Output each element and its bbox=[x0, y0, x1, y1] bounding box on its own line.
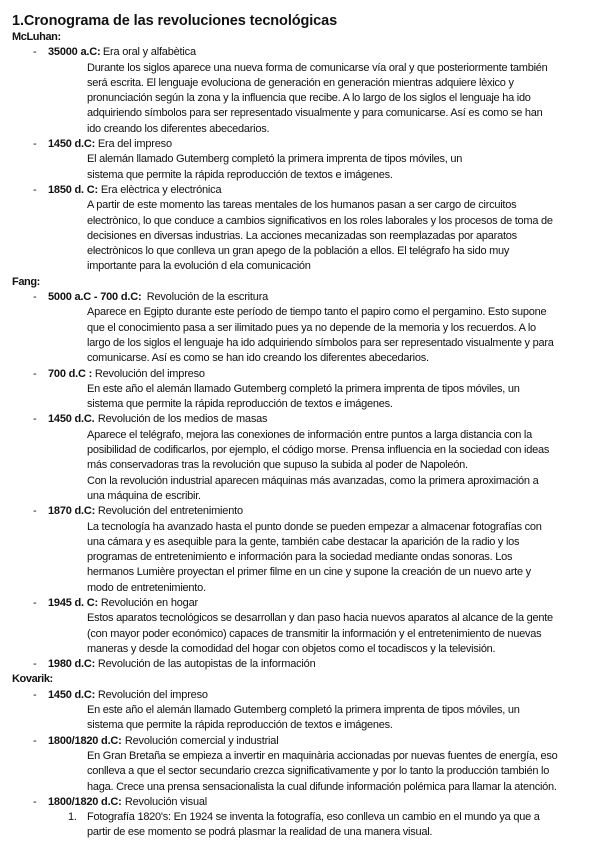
entry-date: 1800/1820 d.C: bbox=[48, 795, 122, 808]
entry-body-line: Aparece el telégrafo, mejora las conexiones de información entre puntos a larga distancia con la bbox=[87, 428, 532, 441]
entry-body-line: pronunciación según la zona y la influencia que recibe. A lo largo de los siglos el lenguaje ha ido bbox=[87, 92, 531, 105]
entry-date: 1980 d.C: bbox=[48, 658, 96, 671]
bullet-dash: - bbox=[33, 138, 37, 151]
bullet-dash: - bbox=[33, 688, 37, 701]
author-heading: McLuhan: bbox=[12, 31, 61, 43]
entry-title: Revolución comercial y industrial bbox=[122, 734, 279, 747]
entry-body-line: A partir de este momento las tareas mentales de los humanos pasan a ser cargo de circuitos bbox=[87, 199, 517, 212]
timeline-entry-heading bbox=[0, 657, 600, 672]
entry-date: 1450 d.C: bbox=[48, 688, 96, 701]
entry-date: 1850 d. C: bbox=[48, 183, 98, 196]
timeline-entry-heading bbox=[0, 504, 600, 519]
timeline-entry-heading bbox=[0, 45, 600, 60]
entry-title: Revolución en hogar bbox=[98, 596, 198, 609]
sections bbox=[0, 30, 600, 841]
entry-body-line: electrònico, lo que conduce a cambios significativos en los roles laborales y los procesos de toma de bbox=[87, 214, 553, 227]
bullet-dash: - bbox=[33, 46, 37, 59]
bullet-dash: - bbox=[33, 505, 37, 518]
entry-body-line: Aparece en Egipto durante este período de tiempo tanto el papiro como el pergamino. Esto supone bbox=[87, 306, 547, 319]
entry-body-line: Con la revolución industrial aparecen máquinas más avanzadas, como la primera aproximación a bbox=[87, 474, 539, 487]
entry-body-line: ido creando los diferentes abecedarios. bbox=[87, 122, 270, 135]
entry-title: Revolución del impreso bbox=[95, 688, 208, 701]
list-item-text: Fotografía 1820's: En 1924 se inventa la fotografía, eso conlleva un cambio en el mundo ya que a bbox=[87, 811, 540, 824]
entry-date: 5000 a.C - 700 d.C: bbox=[48, 291, 142, 304]
timeline-entry-heading bbox=[0, 183, 600, 198]
entry-body-line: modo de entretenimiento. bbox=[87, 581, 206, 594]
entry-date: 700 d.C : bbox=[48, 367, 93, 380]
entry-body-line: En Gran Bretaña se empieza a invertir en maquinària accionadas por nuevas fuentes de energía, eso bbox=[87, 749, 558, 762]
entry-title: Revolución visual bbox=[122, 795, 208, 808]
entry-body-line: La tecnología ha avanzado hasta el punto donde se pueden empezar a almacenar fotografías con bbox=[87, 520, 542, 533]
timeline-entry-heading bbox=[0, 688, 600, 703]
bullet-dash: - bbox=[33, 367, 37, 380]
author-heading: Kovarik: bbox=[12, 673, 53, 686]
entry-body-line: sistema que permite la rápida reproducción de textos e imágenes. bbox=[87, 398, 393, 411]
entry-date: 1450 d.C: bbox=[48, 138, 96, 151]
list-item-text: partir de ese momento se podrá plasmar la realidad de una manera visual. bbox=[87, 826, 433, 839]
entry-title: Era del impreso bbox=[95, 138, 172, 151]
entry-body-line: En este año el alemán llamado Gutemberg completó la primera imprenta de tipos móviles, un bbox=[87, 704, 520, 717]
entry-body-line: más conservadoras tras la revolución que supuso la subida al poder de Napoleón. bbox=[87, 459, 468, 472]
entry-date: 35000 a.C: bbox=[48, 46, 101, 59]
entry-body-line: conlleva a que el sector secundario crezca significativamente y por lo tanto la producción también lo bbox=[87, 765, 550, 778]
entry-body-line: maneras y desde la comodidad del hogar con objetos como el tocadiscos y la televisión. bbox=[87, 642, 496, 655]
entry-title: Revolución del entretenimiento bbox=[95, 505, 243, 518]
entry-title: Revolución de la escritura bbox=[141, 291, 269, 304]
entry-body-line: Durante los siglos aparece una nueva forma de comunicarse vía oral y que posteriormente también bbox=[87, 61, 548, 74]
author-heading: Fang: bbox=[12, 275, 40, 288]
entry-title: Revolución del impreso bbox=[92, 367, 205, 380]
entry-title: Era oral y alfabètica bbox=[100, 46, 196, 59]
entry-date: 1800/1820 d.C: bbox=[48, 734, 122, 747]
timeline-entry-heading bbox=[0, 137, 600, 152]
entry-body-line: electrònicos lo que conlleva un gran apego de la población a ellos. El telégrafo ha sido muy bbox=[87, 245, 510, 258]
entry-body-line: posibilidad de codificarlos, por ejemplo, el código morse. Prensa influencia en la sociedad con ideas bbox=[87, 444, 550, 457]
entry-body-line: adquiriendo símbolos para ser representado visualmente y para comunicarse. Así es como se han bbox=[87, 107, 543, 120]
bullet-dash: - bbox=[33, 291, 37, 304]
entry-body-line: sistema que permite la rápida reproducción de textos e imágenes. bbox=[87, 719, 393, 732]
timeline-entry-heading bbox=[0, 734, 600, 749]
bullet-dash: - bbox=[33, 413, 37, 426]
entry-body-line: En este año el alemán llamado Gutemberg completó la primera imprenta de tipos móviles, un bbox=[87, 382, 520, 395]
timeline-entry-heading bbox=[0, 290, 600, 305]
author-section bbox=[0, 30, 600, 275]
entry-body-line: será escrita. El lenguaje evoluciona de generación en generación mientras adquiere lèxico y bbox=[87, 76, 514, 89]
bullet-dash: - bbox=[33, 658, 37, 671]
entry-body-line: programas de entretenimiento e información para la sociedad mediante ondas sonoras. Los bbox=[87, 551, 513, 564]
entry-body-line: decisiones en diversas industrias. La acciones mecanizadas son reemplazadas por aparatos bbox=[87, 229, 517, 242]
entry-title: Revolución de las autopistas de la información bbox=[95, 658, 316, 671]
entry-title: Revolución de los medios de masas bbox=[95, 413, 268, 426]
entry-date: 1870 d.C: bbox=[48, 505, 96, 518]
entry-body-line: que el conocimiento pasa a ser ilimitado pues ya no depende de la memoria y los recuerdos. A lo bbox=[87, 321, 536, 334]
entry-body-line: hermanos Lumière proyectan el primer filme en un cine y supone la creación de un nuevo arte y bbox=[87, 566, 531, 579]
entry-body-line: sistema que permite la rápida reproducción de textos e imágenes. bbox=[87, 168, 393, 181]
entry-date: 1450 d.C. bbox=[48, 413, 95, 426]
numbered-list-line bbox=[87, 825, 600, 840]
entry-body-line: comunicarse. Así es como se han ido creando los diferentes abecedarios. bbox=[87, 352, 429, 365]
timeline-entry-heading bbox=[0, 367, 600, 382]
entry-title: Era elèctrica y electrónica bbox=[98, 183, 222, 196]
numbered-list-line bbox=[68, 810, 600, 825]
author-section bbox=[0, 275, 600, 673]
entry-date: 1945 d. C: bbox=[48, 596, 98, 609]
author-section bbox=[0, 672, 600, 840]
timeline-entry-heading bbox=[0, 412, 600, 427]
timeline-entry-heading bbox=[0, 596, 600, 611]
bullet-dash: - bbox=[33, 795, 37, 808]
entry-body-line: una máquina de escribir. bbox=[87, 489, 201, 502]
entry-body-line: una cámara y es asequible para la gente, también cabe destacar la aparición de la radio y los bbox=[87, 535, 520, 548]
bullet-dash: - bbox=[33, 596, 37, 609]
document bbox=[0, 13, 600, 841]
bullet-dash: - bbox=[33, 183, 37, 196]
entry-body-line: Estos aparatos tecnológicos se desarrollan y dan paso hacia nuevos aparatos al alcance de la gente bbox=[87, 612, 553, 625]
page-title: 1.Cronograma de las revoluciones tecnológicas bbox=[12, 13, 338, 29]
bullet-dash: - bbox=[33, 734, 37, 747]
entry-body-line: importante para la evolución d ela comunicación bbox=[87, 260, 311, 273]
list-number: 1. bbox=[68, 811, 77, 824]
entry-body-line: largo de los siglos el lenguaje ha ido adquiriendo símbolos para ser representado visualmente y para bbox=[87, 336, 554, 349]
entry-body-line: (con mayor poder económico) capaces de transmitir la información y el entretenimiento de nuevas bbox=[87, 627, 542, 640]
entry-body-line: haga. Crece una prensa sensacionalista la cual difunde información polémica para llamar la atención. bbox=[87, 780, 557, 793]
entry-body-line: El alemán llamado Gutemberg completó la primera imprenta de tipos móviles, un bbox=[87, 153, 463, 166]
timeline-entry-heading bbox=[0, 795, 600, 810]
